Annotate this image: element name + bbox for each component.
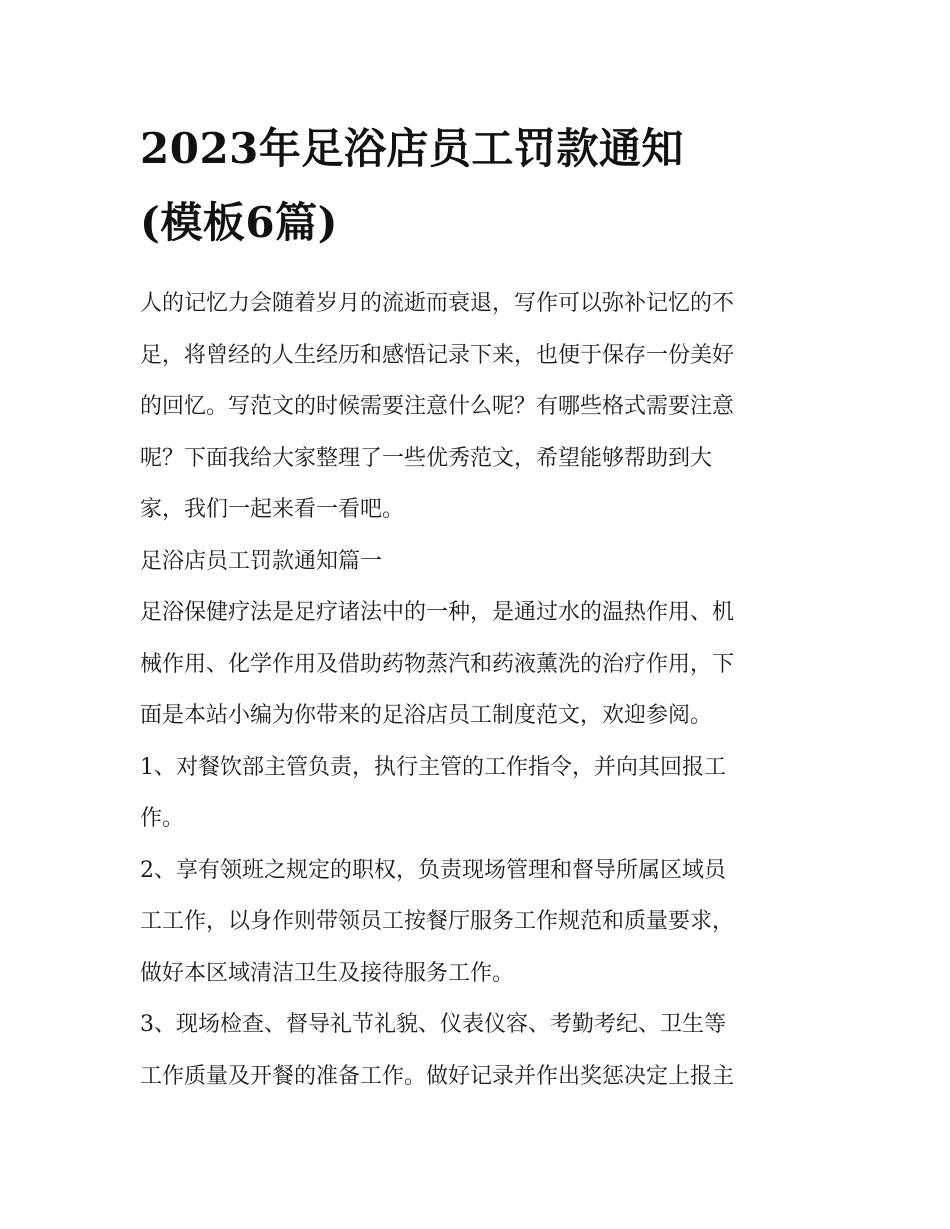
document-title — [140, 112, 815, 260]
list-item-3 — [140, 999, 815, 1102]
text-line: 工工作，以身作则带领员工按餐厅服务工作规范和质量要求， — [140, 909, 735, 934]
text-line: 家，我们一起来看一看吧。 — [140, 497, 405, 522]
document-body — [140, 278, 815, 1102]
text-line: 的回忆。写范文的时候需要注意什么呢？有哪些格式需要注意 — [140, 394, 735, 419]
text-line: 3、现场检查、督导礼节礼貌、仪表仪容、考勤考纪、卫生等 — [140, 1012, 726, 1037]
text-line: 呢？下面我给大家整理了一些优秀范文，希望能够帮助到大 — [140, 445, 713, 471]
section-heading — [140, 536, 815, 588]
text-line: 1、对餐饮部主管负责，执行主管的工作指令，并向其回报工 — [140, 754, 726, 780]
text-line: 足浴保健疗法是足疗诸法中的一种，是通过水的温热作用、机 — [140, 600, 735, 625]
text-line: 工作质量及开餐的准备工作。做好记录并作出奖惩决定上报主 — [140, 1063, 735, 1089]
text-line: 足，将曾经的人生经历和感悟记录下来，也便于保存一份美好 — [140, 342, 735, 368]
text-line: 做好本区域清洁卫生及接待服务工作。 — [140, 960, 515, 986]
document-content — [140, 112, 815, 1102]
text-line: 械作用、化学作用及借助药物蒸汽和药液薰洗的治疗作用，下 — [140, 651, 735, 677]
title-line: 2023年足浴店员工罚款通知 — [140, 124, 684, 173]
list-item-2 — [140, 845, 815, 1000]
text-line: 足浴店员工罚款通知篇一 — [140, 548, 383, 574]
body-paragraph — [140, 587, 815, 742]
intro-paragraph — [140, 278, 815, 536]
text-line: 人的记忆力会随着岁月的流逝而衰退，写作可以弥补记忆的不 — [140, 291, 735, 316]
list-item-1 — [140, 742, 815, 845]
title-line: (模板6篇) — [140, 198, 338, 247]
text-line: 作。 — [140, 806, 185, 831]
text-line: 2、享有领班之规定的职权，负责现场管理和督导所属区域员 — [140, 857, 726, 883]
text-line: 面是本站小编为你带来的足浴店员工制度范文，欢迎参阅。 — [140, 703, 713, 728]
